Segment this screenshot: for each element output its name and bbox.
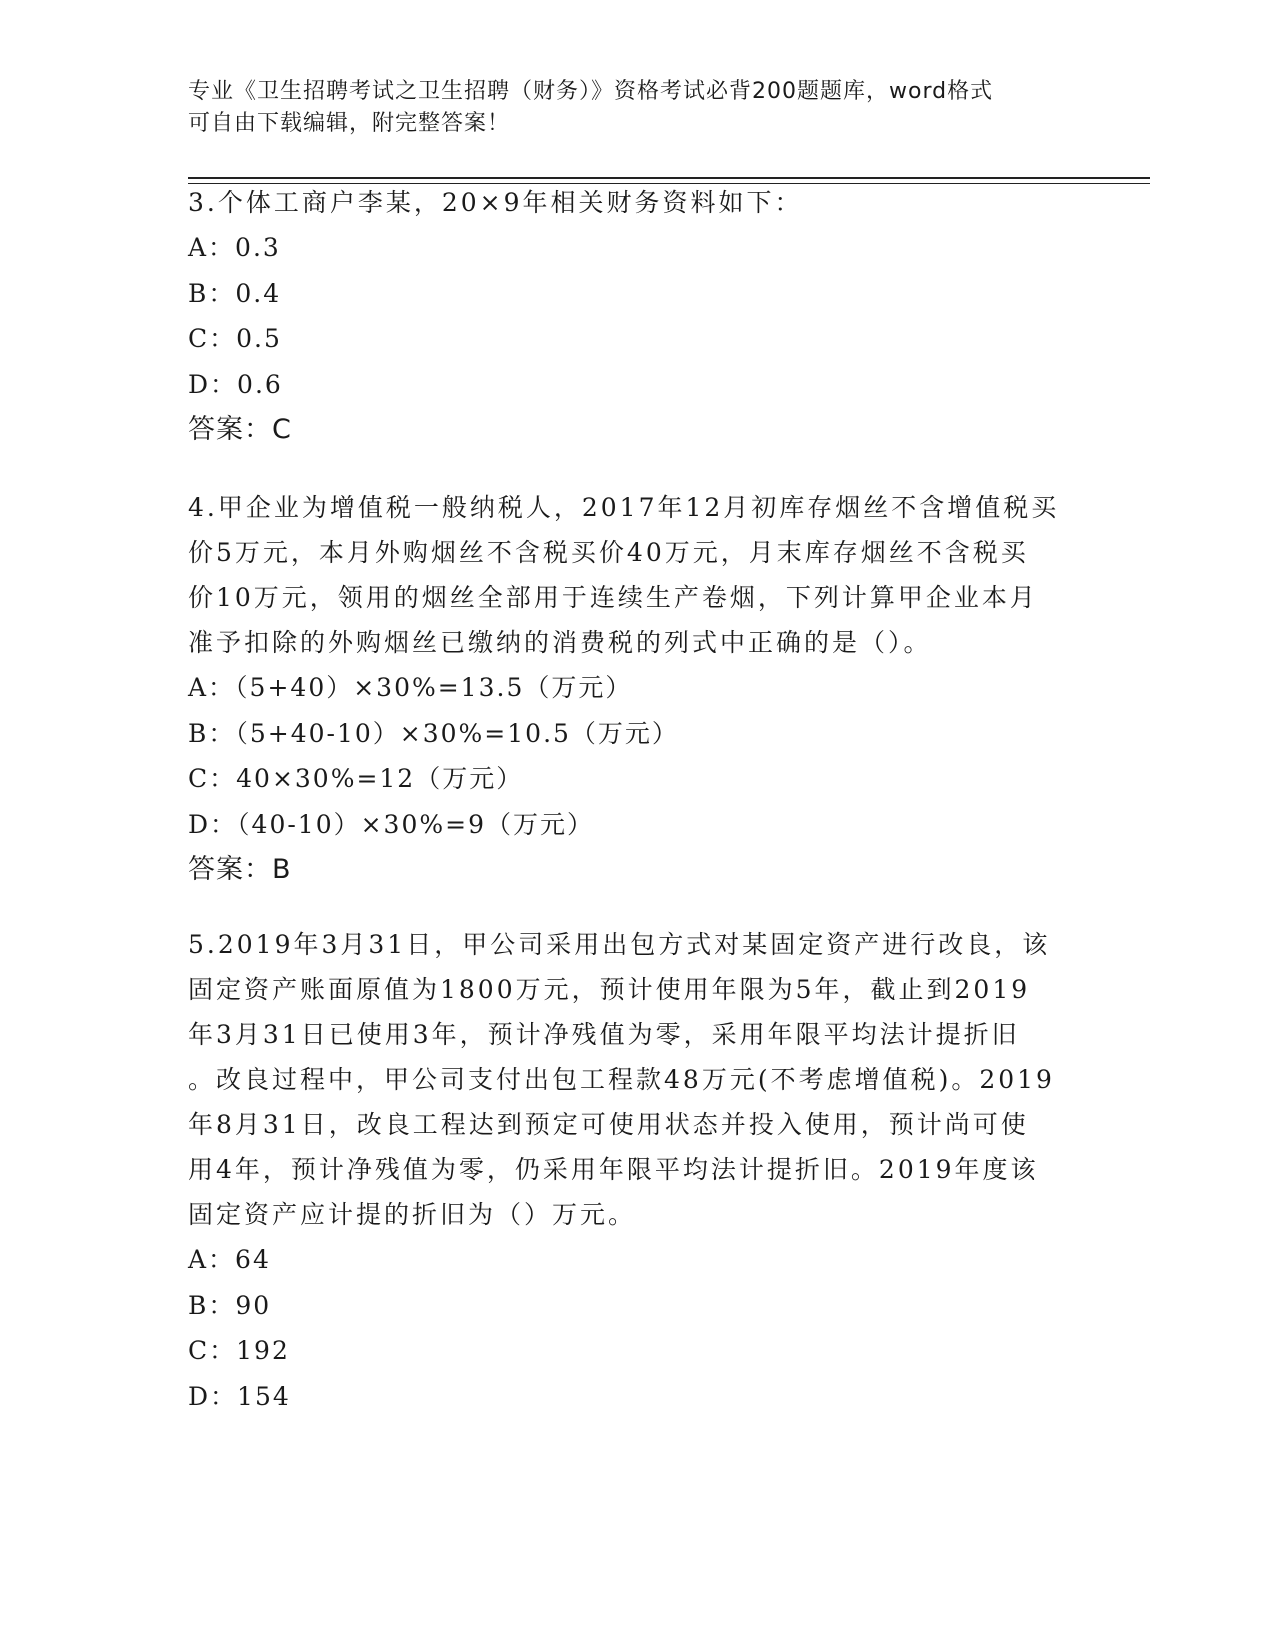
question-3 [188,180,1088,452]
option-b: B：（5+40-10）×30%=10.5（万元） [188,718,679,748]
question-text-line: 准予扣除的外购烟丝已缴纳的消费税的列式中正确的是（）。 [188,628,932,657]
option-d: D：（40-10）×30%=9（万元） [188,809,594,839]
question-text-line: 价5万元，本月外购烟丝不含税买价40万元，月末库存烟丝不含税买 [188,538,1029,567]
question-text-line: 用4年，预计净残值为零，仍采用年限平均法计提折旧。2019年度该 [188,1155,1039,1184]
header-divider-thick [188,177,1150,179]
option-d: D：154 [188,1381,291,1411]
option-b: B：0.4 [188,278,282,308]
option-a: A：0.3 [188,233,281,262]
question-text-line: 3.个体工商户李某，20×9年相关财务资料如下： [188,188,803,217]
question-text-line: 年3月31日已使用3年，预计净残值为零，采用年限平均法计提折旧 [188,1020,1020,1049]
answer-label: 答案：C [188,414,292,445]
question-text-line: 固定资产应计提的折旧为（）万元。 [188,1200,637,1229]
question-text-line: 固定资产账面原值为1800万元，预计使用年限为5年，截止到2019 [188,975,1031,1004]
header-line-1: 专业《卫生招聘考试之卫生招聘（财务）》资格考试必背200题题库，word格式 [188,79,994,104]
option-c: C：40×30%=12（万元） [188,764,524,793]
header-line-2: 可自由下载编辑，附完整答案！ [188,111,511,136]
option-b: B：90 [188,1290,272,1320]
document-header [188,76,1088,140]
option-a: A：（5+40）×30%=13.5（万元） [188,673,633,702]
question-text-line: 5.2019年3月31日，甲公司采用出包方式对某固定资产进行改良，该 [188,930,1051,959]
question-text-line: 价10万元，领用的烟丝全部用于连续生产卷烟，下列计算甲企业本月 [188,583,1038,612]
option-a: A：64 [188,1245,271,1274]
question-text-line: 4.甲企业为增值税一般纳税人，2017年12月初库存烟丝不含增值税买 [188,493,1060,522]
question-5 [188,922,1088,1419]
answer-label: 答案：B [188,854,292,885]
option-d: D：0.6 [188,369,283,399]
question-4 [188,485,1088,892]
question-text-line: 年8月31日，改良工程达到预定可使用状态并投入使用，预计尚可使 [188,1110,1029,1139]
question-text-line: 。改良过程中，甲公司支付出包工程款48万元(不考虑增值税)。2019 [188,1065,1055,1094]
option-c: C：0.5 [188,324,282,353]
option-c: C：192 [188,1336,290,1365]
